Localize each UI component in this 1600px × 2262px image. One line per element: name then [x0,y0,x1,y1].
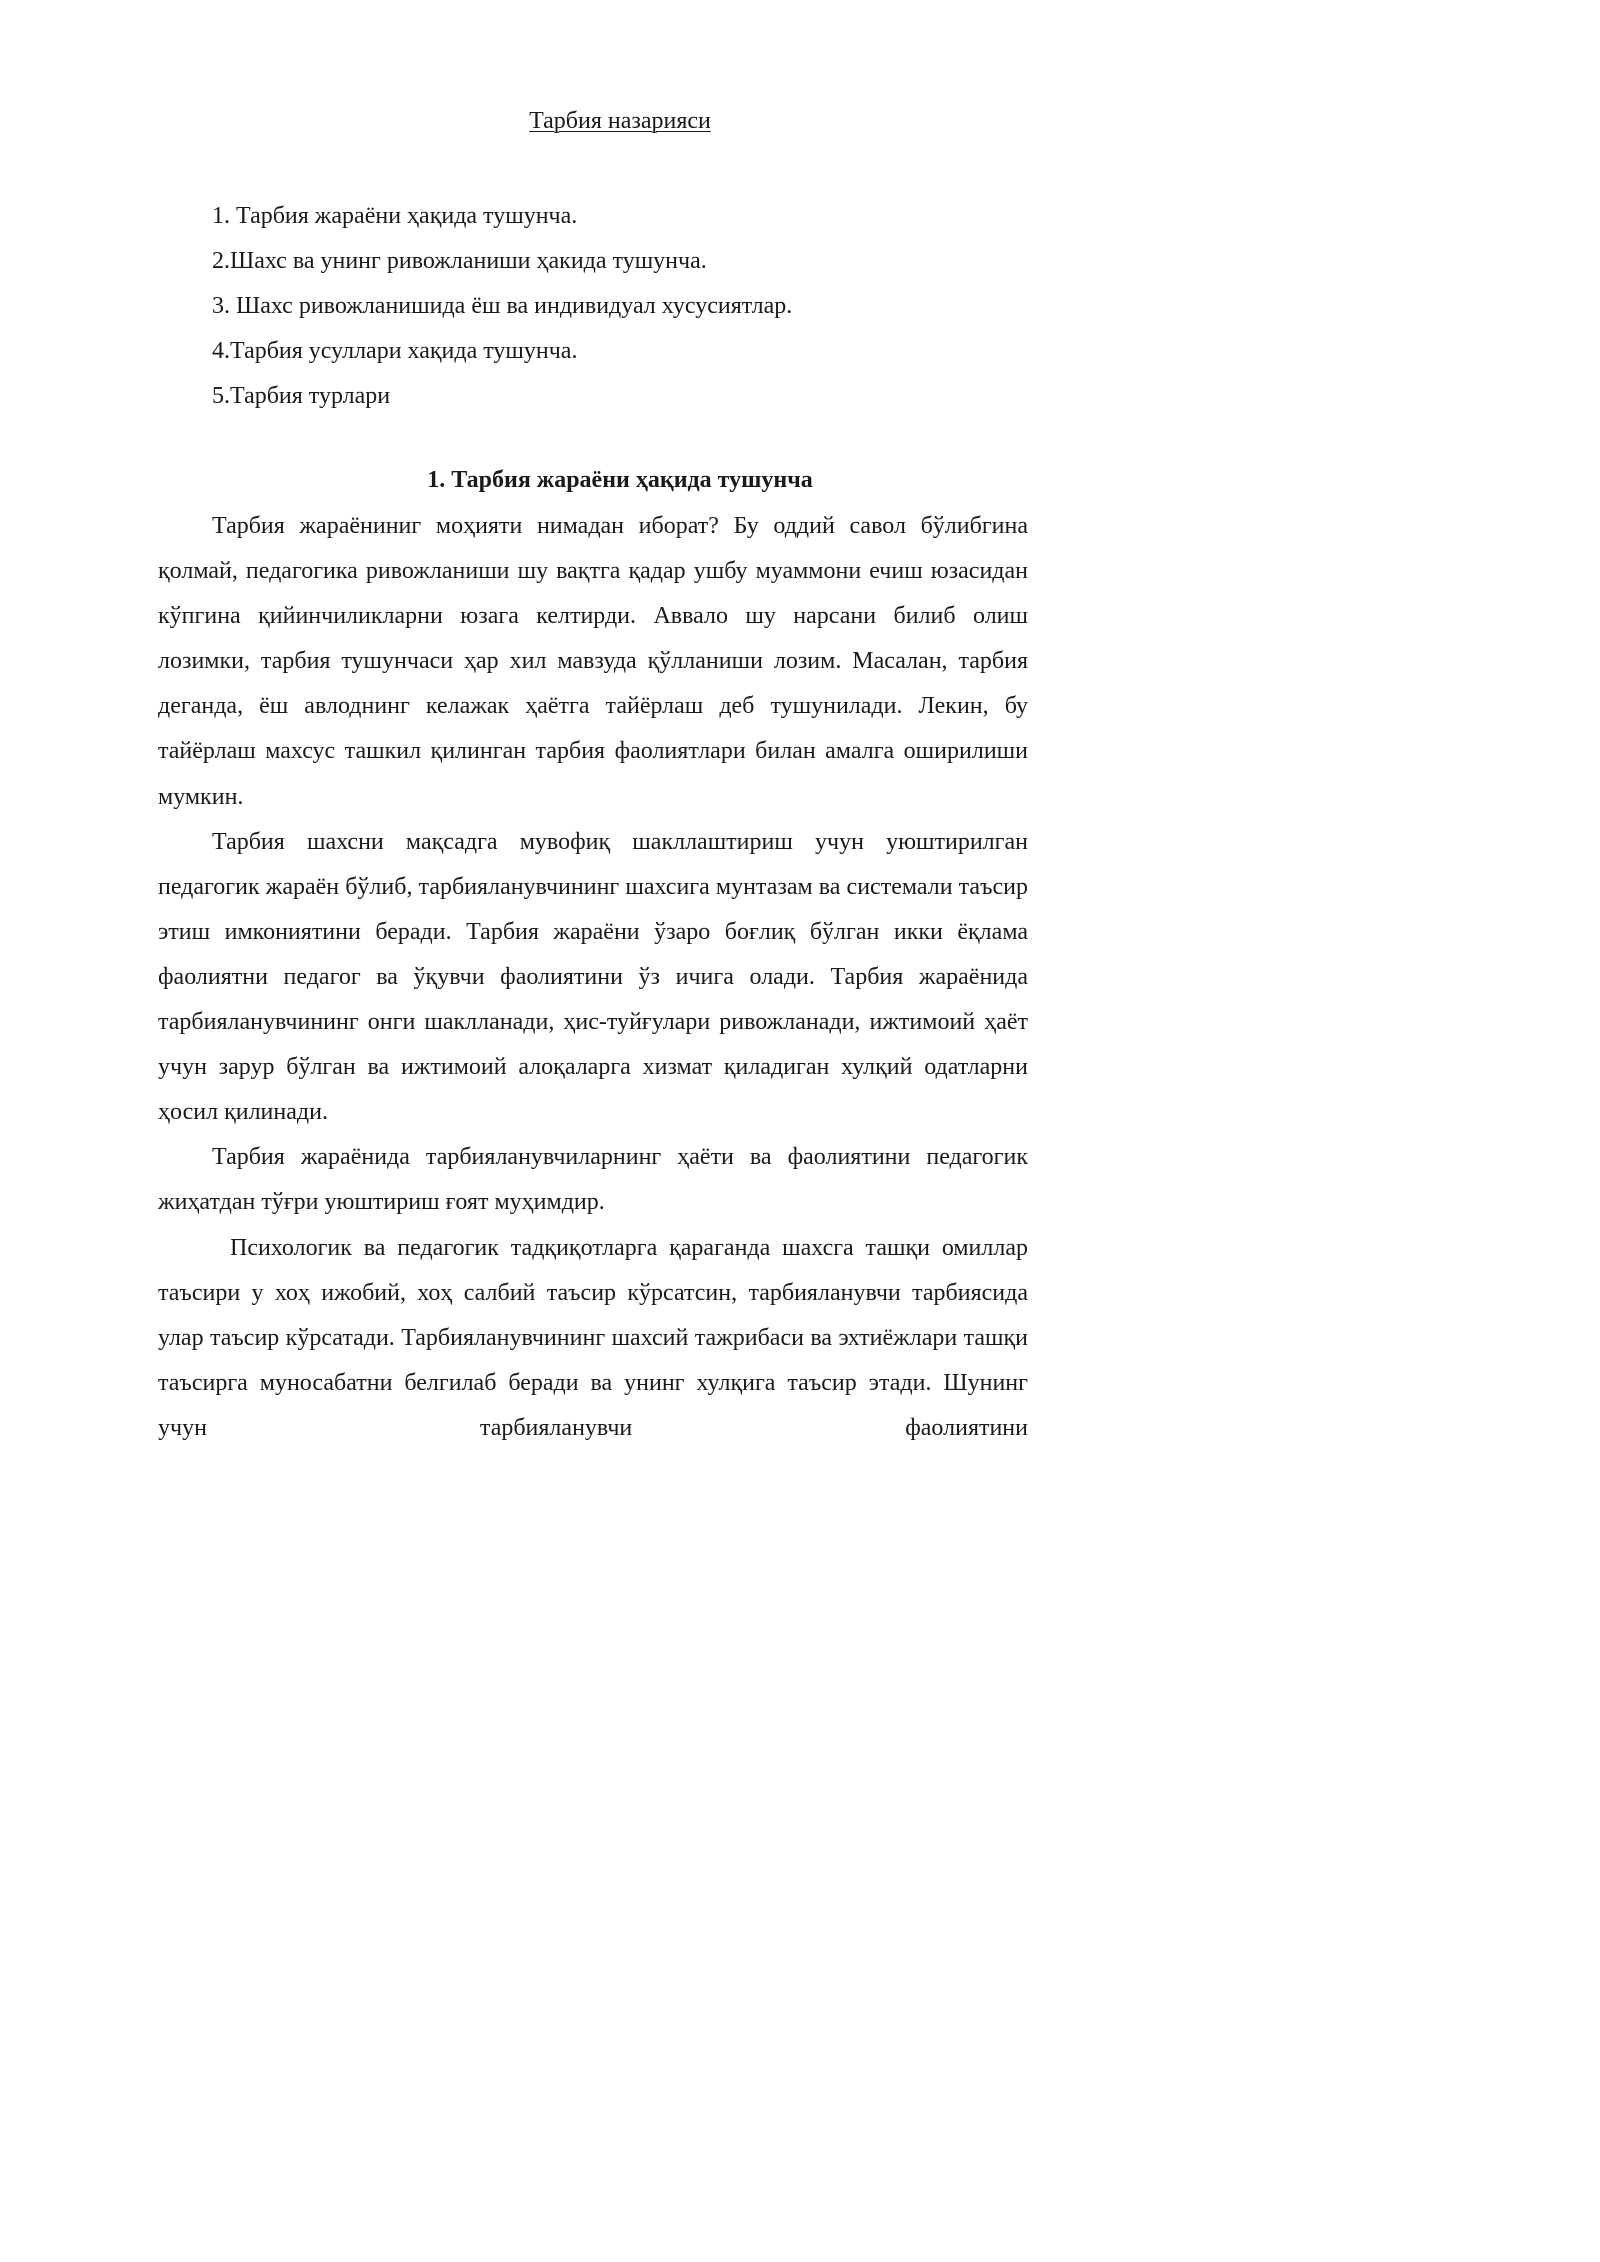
outline-item: 5.Тарбия турлари [212,383,391,409]
section-heading-text: 1. Тарбия жараёни ҳақида тушунча [427,467,813,493]
outline-item: 1. Тарбия жараёни ҳақида тушунча. [212,203,578,229]
document-title-text: Тарбия назарияси [529,108,711,134]
document-page [0,0,1100,1555]
document-title [0,104,1100,138]
paragraph: Психологик ва педагогик тадқиқотларга қараганда шахсга ташқи омиллар таъсири у хоҳ ижобий, хоҳ салбий таъсир кўрсатсин, тарбияланувчи тарбиясида улар таъсир кўрсатади. Тарбияланувчининг шахсий тажрибаси ва эхтиёжлари ташқи таъсирга муносабатни белгилаб беради ва унинг хулқига таъсир этади. Шунинг учун тарбияланувчи фаолиятини [158,1234,1028,1441]
outline-item: 2.Шахс ва унинг ривожланиши ҳакида тушунча. [212,248,707,274]
section-heading [0,462,1100,498]
paragraph: Тарбия шахсни мақсадга мувофиқ шакллаштириш учун уюштирилган педагогик жараён бўлиб, тарбияланувчининг шахсига мунтазам ва системали таъсир этиш имкониятини беради. Тарбия жараёни ўзаро боғлиқ бўлган икки ёқлама фаолиятни педагог ва ўқувчи фаолиятини ўз ичига олади. Тарбия жараёнида тарбияланувчининг онги шаклланади, ҳис-туйғулари ривожланади, ижтимоий ҳаёт учун зарур бўлган ва ижтимоий алоқаларга хизмат қиладиган хулқий одатларни ҳосил қилинади. [158,828,1028,1126]
outline-item: 3. Шахс ривожланишида ёш ва индивидуал хусусиятлар. [212,293,793,319]
body-text [158,504,1028,1451]
paragraph: Тарбия жараёнида тарбияланувчиларнинг ҳаёти ва фаолиятини педагогик жиҳатдан тўғри уюштириш ғоят муҳимдир. [158,1144,1028,1216]
outline-item: 4.Тарбия усуллари хақида тушунча. [212,338,578,364]
topic-outline [212,194,792,419]
paragraph: Тарбия жараёниниг моҳияти нимадан иборат? Бу оддий савол бўлибгина қолмай, педагогика ривожланиши шу вақтга қадар ушбу муаммони ечиш юзасидан кўпгина қийинчиликларни юзага келтирди. Аввало шу нарсани билиб олиш лозимки, тарбия тушунчаси ҳар хил мавзуда қўлланиши лозим. Масалан, тарбия деганда, ёш авлоднинг келажак ҳаётга тайёрлаш деб тушунилади. Лекин, бу тайёрлаш махсус ташкил қилинган тарбия фаолиятлари билан амалга оширилиши мумкин. [158,513,1028,810]
